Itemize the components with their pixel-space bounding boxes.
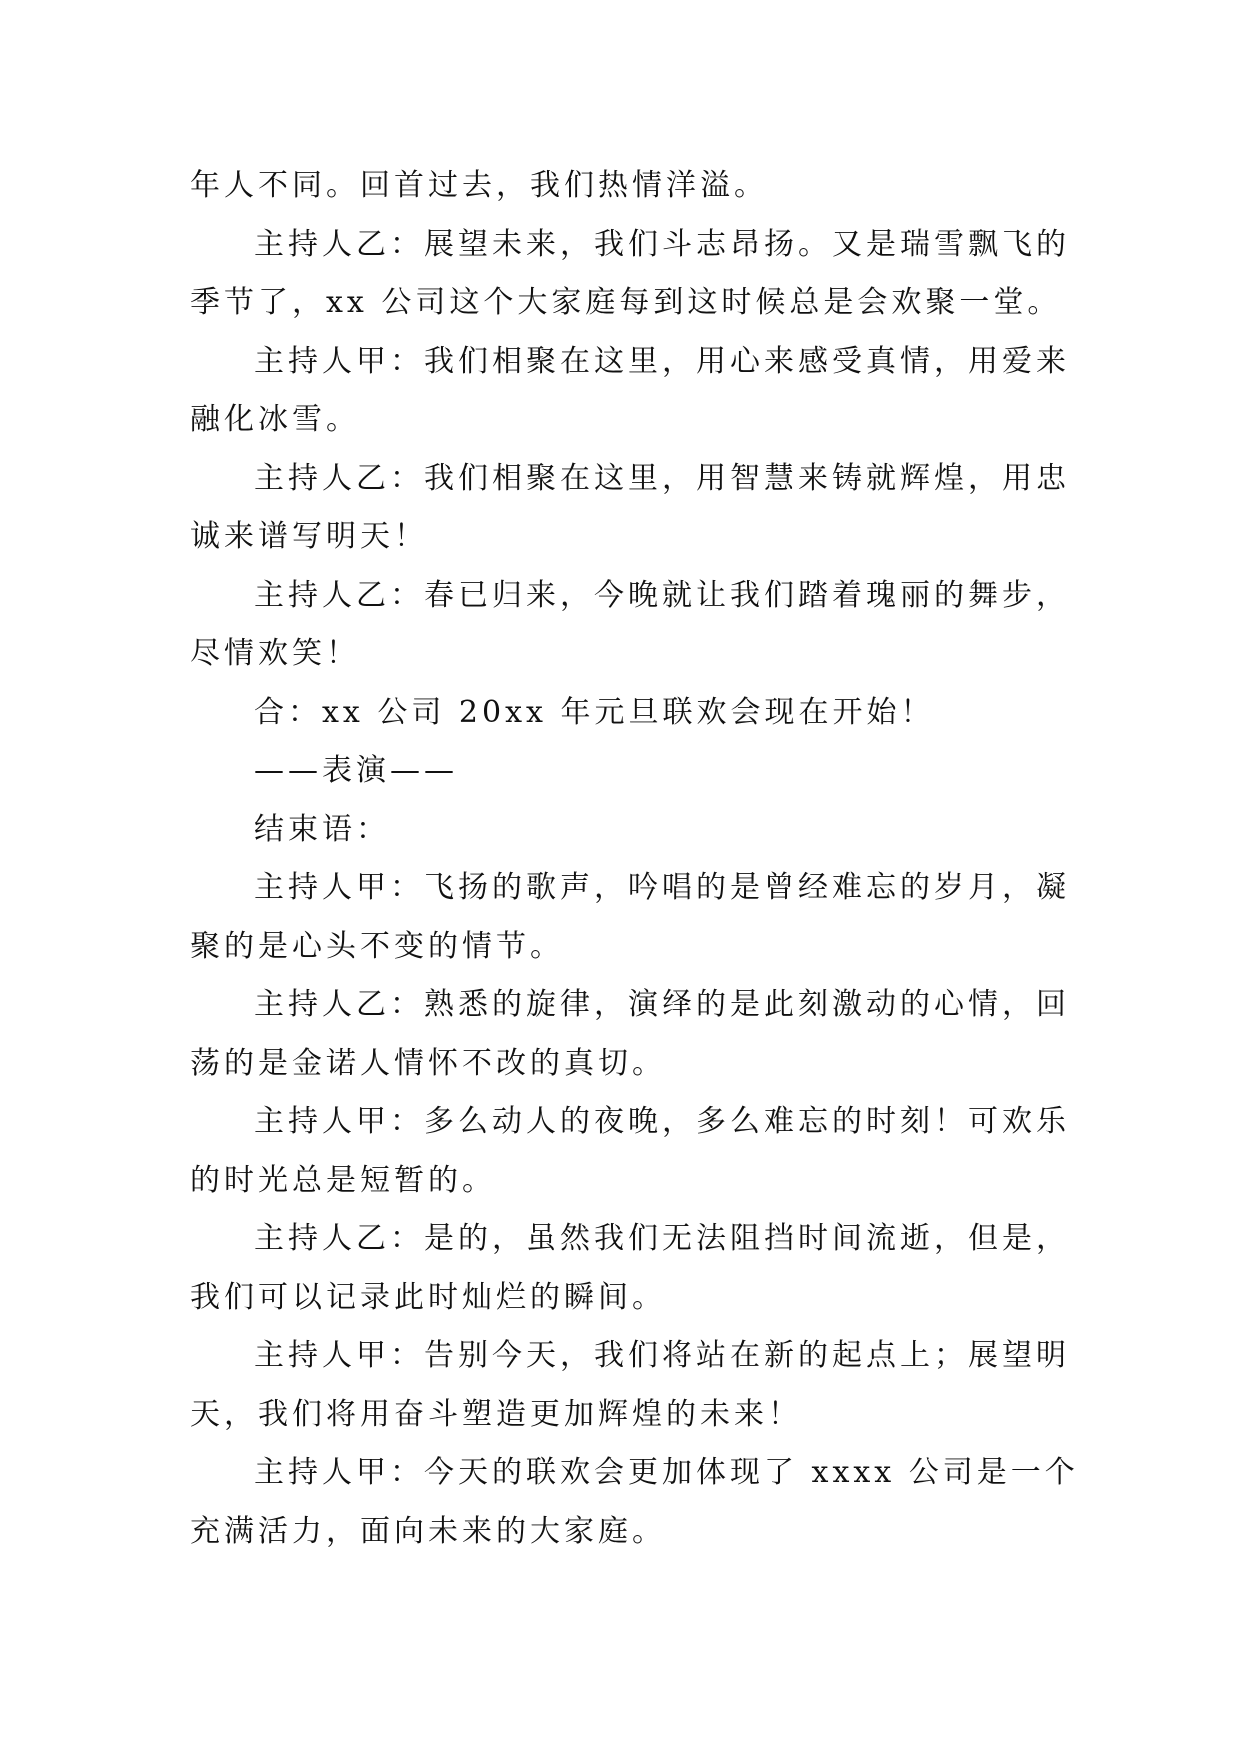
text-line: 聚的是心头不变的情节。 <box>190 928 564 964</box>
text-line: 主持人乙：我们相聚在这里，用智慧来铸就辉煌，用忠 <box>254 460 1070 496</box>
text-line: 主持人甲：多么动人的夜晚，多么难忘的时刻！可欢乐 <box>254 1104 1070 1139</box>
text-line: 主持人甲：我们相聚在这里，用心来感受真情，用爱来 <box>254 343 1070 379</box>
text-line: 主持人甲：飞扬的歌声，吟唱的是曾经难忘的岁月，凝 <box>254 870 1070 905</box>
text-line: 主持人甲：告别今天，我们将站在新的起点上；展望明 <box>254 1338 1070 1373</box>
text-line: 年人不同。回首过去，我们热情洋溢。 <box>190 168 768 203</box>
text-line: 天，我们将用奋斗塑造更加辉煌的未来！ <box>190 1396 802 1432</box>
text-line: 融化冰雪。 <box>190 402 360 437</box>
text-line: 诚来谱写明天！ <box>190 519 428 554</box>
text-line: 充满活力，面向未来的大家庭。 <box>190 1513 666 1549</box>
text-line: 我们可以记录此时灿烂的瞬间。 <box>190 1279 666 1315</box>
text-line: 的时光总是短暂的。 <box>190 1162 496 1198</box>
text-line: 主持人甲：今天的联欢会更加体现了 xxxx 公司是一个 <box>254 1455 1079 1490</box>
text-line: 主持人乙：展望未来，我们斗志昂扬。又是瑞雪飘飞的 <box>254 226 1070 262</box>
text-line: 主持人乙：是的，虽然我们无法阻挡时间流逝，但是， <box>254 1221 1070 1256</box>
text-line: 主持人乙：春已归来，今晚就让我们踏着瑰丽的舞步， <box>254 577 1070 613</box>
text-line: 主持人乙：熟悉的旋律，演绎的是此刻激动的心情，回 <box>254 987 1070 1022</box>
text-line: ——表演—— <box>254 753 458 788</box>
text-line: 结束语： <box>254 811 390 847</box>
text-line: 尽情欢笑！ <box>190 636 360 671</box>
text-line: 合：xx 公司 20xx 年元旦联欢会现在开始！ <box>254 694 935 730</box>
text-line: 季节了，xx 公司这个大家庭每到这时候总是会欢聚一堂。 <box>190 285 1062 320</box>
text-line: 荡的是金诺人情怀不改的真切。 <box>190 1045 666 1081</box>
document-body <box>190 157 1079 1561</box>
